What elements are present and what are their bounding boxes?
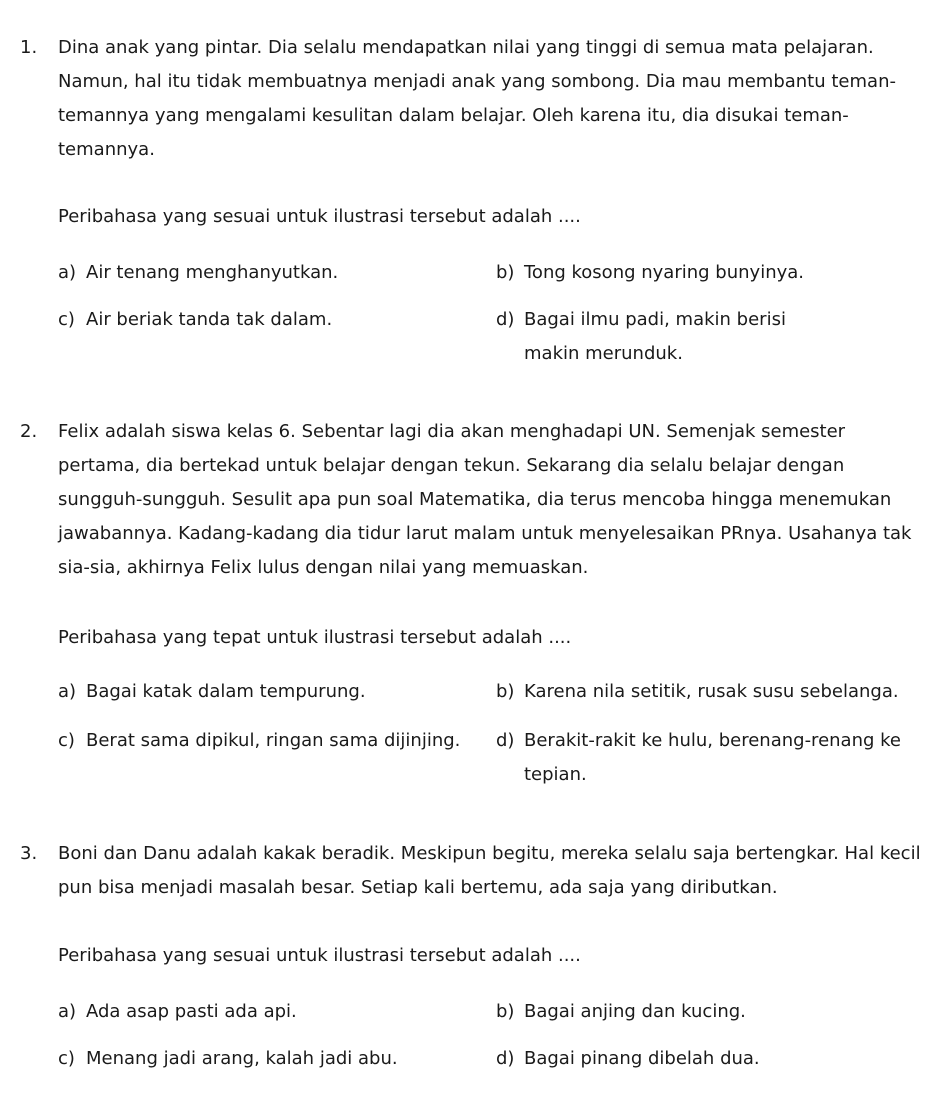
question-2-option-a[interactable]	[58, 675, 478, 709]
option-text: Berat sama dipikul, ringan sama dijinjing.	[86, 730, 461, 751]
option-text: Bagai katak dalam tempurung.	[86, 681, 366, 702]
option-text: Bagai pinang dibelah dua.	[524, 1048, 760, 1069]
option-text: Karena nila setitik, rusak susu sebelanga.	[524, 681, 899, 702]
question-1-option-c[interactable]	[58, 303, 478, 337]
question-1-number: 1.	[20, 37, 38, 58]
option-text: Air tenang menghanyutkan.	[86, 262, 339, 283]
option-letter: b)	[496, 681, 515, 702]
option-letter: a)	[58, 1001, 77, 1022]
option-letter: d)	[496, 730, 515, 751]
option-letter: c)	[58, 730, 75, 751]
question-2-text: Felix adalah siswa kelas 6. Sebentar lagi dia akan menghadapi UN. Semenjak semester pertama, dia bertekad untuk belajar dengan tekun. Sekarang dia selalu belajar dengan sungguh-sungguh. Sesulit apa pun soal Matematika, dia terus mencoba hingga menemukan jawabannya. Kadang-kadang dia tidur larut malam untuk menyelesaikan PRnya. Usahanya tak sia-sia, akhirnya Felix lulus dengan nilai yang memuaskan.	[58, 421, 912, 578]
question-1-option-a[interactable]	[58, 256, 478, 290]
option-letter: c)	[58, 309, 75, 330]
question-2-prompt: Peribahasa yang tepat untuk ilustrasi tersebut adalah ....	[58, 627, 572, 648]
question-3-option-c[interactable]	[58, 1042, 478, 1076]
question-3-number: 3.	[20, 843, 38, 864]
question-1-text: Dina anak yang pintar. Dia selalu mendapatkan nilai yang tinggi di semua mata pelajaran. Namun, hal itu tidak membuatnya menjadi anak yang sombong. Dia mau membantu teman-temannya yang mengalami kesulitan dalam belajar. Oleh karena itu, dia disukai teman-temannya.	[58, 37, 896, 160]
option-text: Ada asap pasti ada api.	[86, 1001, 297, 1022]
question-2-option-b[interactable]	[496, 675, 916, 709]
question-1-option-d[interactable]	[496, 303, 826, 371]
option-text: Tong kosong nyaring bunyinya.	[524, 262, 805, 283]
question-1-prompt: Peribahasa yang sesuai untuk ilustrasi tersebut adalah ....	[58, 206, 581, 227]
option-text: Berakit-rakit ke hulu, berenang-renang ke tepian.	[524, 730, 901, 785]
option-text: Bagai ilmu padi, makin berisi makin merunduk.	[524, 309, 786, 364]
question-2-option-c[interactable]	[58, 724, 478, 758]
option-letter: b)	[496, 262, 515, 283]
option-letter: c)	[58, 1048, 75, 1069]
option-letter: a)	[58, 262, 77, 283]
question-2-number: 2.	[20, 421, 38, 442]
option-letter: a)	[58, 681, 77, 702]
question-2-option-d[interactable]	[496, 724, 916, 792]
option-letter: b)	[496, 1001, 515, 1022]
option-text: Air beriak tanda tak dalam.	[86, 309, 333, 330]
question-3-option-d[interactable]	[496, 1042, 916, 1076]
question-3-text: Boni dan Danu adalah kakak beradik. Meskipun begitu, mereka selalu saja bertengkar. Hal kecil pun bisa menjadi masalah besar. Setiap kali bertemu, ada saja yang diributkan.	[58, 843, 921, 898]
option-letter: d)	[496, 1048, 515, 1069]
option-text: Bagai anjing dan kucing.	[524, 1001, 746, 1022]
question-3-option-a[interactable]	[58, 995, 478, 1029]
question-3-option-b[interactable]	[496, 995, 916, 1029]
option-letter: d)	[496, 309, 515, 330]
question-3-prompt: Peribahasa yang sesuai untuk ilustrasi tersebut adalah ....	[58, 945, 581, 966]
option-text: Menang jadi arang, kalah jadi abu.	[86, 1048, 398, 1069]
question-1-option-b[interactable]	[496, 256, 916, 290]
